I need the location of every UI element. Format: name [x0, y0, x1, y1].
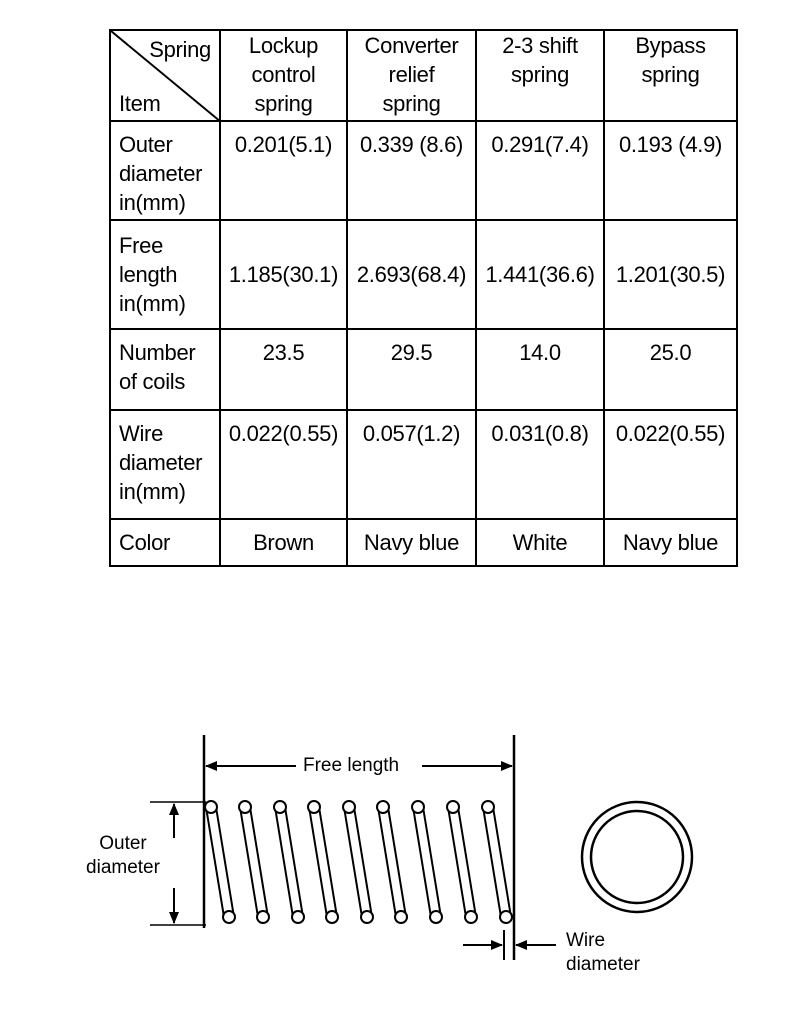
table-row-number-of-coils	[110, 329, 737, 410]
table-cell: 14.0	[476, 329, 604, 410]
outer-diameter-label-line: Outer	[99, 833, 147, 854]
col-header-line: Lockup	[248, 33, 319, 58]
col-header-2-3-shift-spring	[476, 30, 604, 121]
row-label-color	[110, 519, 220, 566]
coil-top-end	[447, 801, 459, 813]
row-label-wire-diameter	[110, 410, 220, 519]
col-header-line: Converter	[364, 33, 459, 58]
spring-spec-table	[109, 29, 738, 567]
col-header-line: relief	[388, 62, 435, 87]
table-cell: 0.201(5.1)	[220, 121, 347, 220]
table-cell: 25.0	[604, 329, 737, 410]
table-cell: 0.193 (4.9)	[604, 121, 737, 220]
row-label-line: diameter	[119, 161, 203, 186]
table-cell: Brown	[220, 519, 347, 566]
coil-bottom-end	[257, 911, 269, 923]
table-cell: White	[476, 519, 604, 566]
wire-diameter-label-line: Wire	[566, 930, 606, 951]
coil-segment	[206, 807, 234, 917]
free-length-label: Free length	[303, 755, 400, 776]
table-cell: 0.031(0.8)	[476, 410, 604, 519]
row-label-line: in(mm)	[119, 291, 186, 316]
coil-bottom-end	[430, 911, 442, 923]
coil-segment	[448, 807, 476, 917]
coil-bottom-end	[223, 911, 235, 923]
col-header-line: 2-3 shift	[502, 33, 578, 58]
table-cell: 23.5	[220, 329, 347, 410]
row-label-line: Wire	[119, 421, 164, 446]
coil-segment	[483, 807, 511, 917]
coil-segment	[240, 807, 268, 917]
col-header-line: Bypass	[635, 33, 706, 58]
coil-segment	[378, 807, 406, 917]
row-label-line: of coils	[119, 369, 186, 394]
col-header-converter-relief-spring	[347, 30, 476, 121]
row-label-free-length	[110, 220, 220, 329]
wire-diameter-label-line: diameter	[566, 954, 640, 975]
table-row-color	[110, 519, 737, 566]
table-cell: 0.291(7.4)	[476, 121, 604, 220]
table-row-free-length	[110, 220, 737, 329]
table-cell: 0.339 (8.6)	[347, 121, 476, 220]
coil-top-end	[482, 801, 494, 813]
table-cell: Navy blue	[347, 519, 476, 566]
table-cell: 29.5	[347, 329, 476, 410]
row-label-line: diameter	[119, 450, 203, 475]
row-label-outer-diameter	[110, 121, 220, 220]
table-cell: 1.201(30.5)	[604, 220, 737, 329]
coil-bottom-end	[465, 911, 477, 923]
row-label-line: Outer	[119, 132, 173, 157]
coil-bottom-end	[326, 911, 338, 923]
table-cell: 1.185(30.1)	[220, 220, 347, 329]
col-header-line: control	[251, 62, 316, 87]
coil-bottom-end	[500, 911, 512, 923]
row-label-number-of-coils	[110, 329, 220, 410]
coil-top-end	[205, 801, 217, 813]
coil-segment	[309, 807, 337, 917]
header-row	[110, 30, 737, 121]
coil-bottom-end	[395, 911, 407, 923]
corner-header-cell	[110, 30, 220, 121]
coil-top-end	[377, 801, 389, 813]
corner-item-label: Item	[119, 91, 161, 116]
table-cell: 1.441(36.6)	[476, 220, 604, 329]
coil-bottom-end	[361, 911, 373, 923]
coil-segment	[275, 807, 303, 917]
table-cell: 0.022(0.55)	[604, 410, 737, 519]
coil-segment	[344, 807, 372, 917]
row-label-line: length	[119, 262, 178, 287]
table-cell: 0.022(0.55)	[220, 410, 347, 519]
corner-spring-label: Spring	[149, 37, 211, 62]
coil-segment	[413, 807, 441, 917]
coil-top-end	[343, 801, 355, 813]
coil-bottom-end	[292, 911, 304, 923]
wire-diameter-label	[566, 929, 640, 977]
coil-top-end	[308, 801, 320, 813]
table-cell: 2.693(68.4)	[347, 220, 476, 329]
spring-end-view-outer-ring	[582, 802, 692, 912]
col-header-lockup-control-spring	[220, 30, 347, 121]
row-label-line: Number	[119, 340, 196, 365]
coil-top-end	[239, 801, 251, 813]
col-header-bypass-spring	[604, 30, 737, 121]
row-label-line: in(mm)	[119, 479, 186, 504]
outer-diameter-label-line: diameter	[86, 857, 160, 878]
spring-end-view-inner-ring	[591, 811, 683, 903]
col-header-line: spring	[254, 91, 313, 116]
col-header-line: spring	[382, 91, 441, 116]
outer-diameter-label	[78, 832, 168, 880]
col-header-line: spring	[641, 62, 700, 87]
table-row-wire-diameter	[110, 410, 737, 519]
table-cell: 0.057(1.2)	[347, 410, 476, 519]
spring-coils	[205, 801, 512, 923]
row-label-line: Free	[119, 233, 164, 258]
coil-top-end	[274, 801, 286, 813]
coil-top-end	[412, 801, 424, 813]
col-header-line: spring	[510, 62, 570, 87]
table-cell: Navy blue	[604, 519, 737, 566]
row-label-line: Color	[119, 530, 171, 555]
row-label-line: in(mm)	[119, 190, 186, 215]
table-row-outer-diameter	[110, 121, 737, 220]
